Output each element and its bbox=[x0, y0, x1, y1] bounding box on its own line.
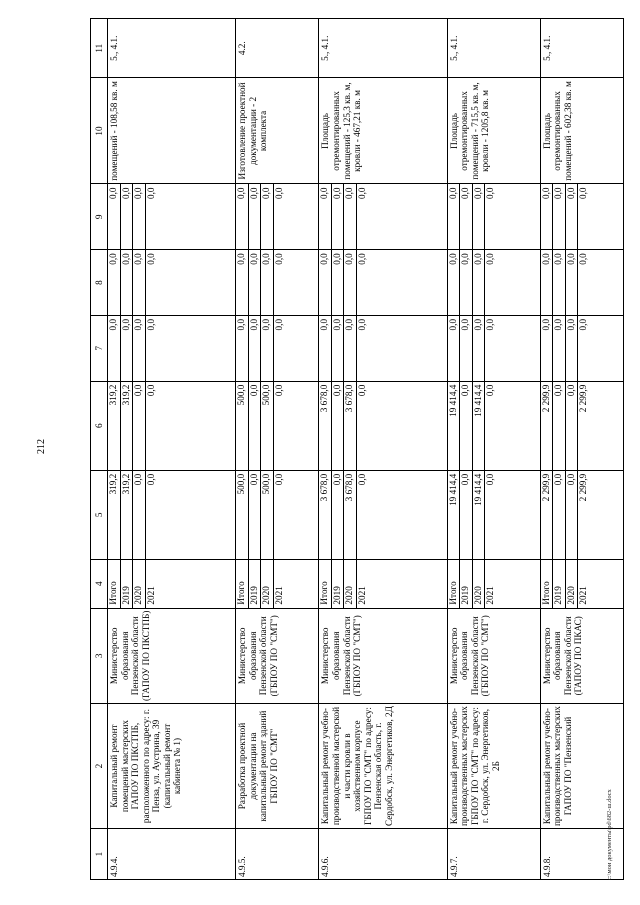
regional-budget-value: 0,0 bbox=[553, 382, 566, 470]
federal-budget-value: 0,0 bbox=[236, 316, 249, 381]
program-table bbox=[90, 18, 624, 880]
activity-name: Капитальный ремонт учебно-производственной мастерской и части кровли в хозяйственном корпусе ГБПОУ ПО "СМТ" по адресу: Пензенская область, г. Сердобск, ул. Энергетиков, 2Д bbox=[319, 704, 447, 829]
federal-budget-value: 0,0 bbox=[553, 316, 566, 381]
local-budget-value: 0,0 bbox=[319, 250, 332, 315]
extra-budget-value: 0,0 bbox=[344, 184, 357, 249]
extra-budget-value: 0,0 bbox=[332, 184, 345, 249]
row-number: 4.9.5. bbox=[236, 829, 319, 880]
column-header-11: 11 bbox=[91, 19, 108, 78]
extra-budget bbox=[108, 184, 236, 250]
extra-budget-value: 0,0 bbox=[319, 184, 332, 249]
regional-budget-value: 19 414,4 bbox=[448, 382, 461, 470]
expected-result: Площадь отремонтированных помещений - 125,3 кв. м, кровли - 467,21 кв. м bbox=[319, 78, 447, 184]
extra-budget-value: 0,0 bbox=[553, 184, 566, 249]
year-list-value: Итого bbox=[319, 560, 332, 608]
extra-budget-value: 0,0 bbox=[541, 184, 554, 249]
year-list bbox=[319, 559, 447, 608]
year-list-value: 2020 bbox=[133, 560, 146, 608]
column-header-1: 1 bbox=[91, 829, 108, 880]
row-number: 4.9.7. bbox=[447, 829, 540, 880]
table-row bbox=[236, 19, 319, 880]
total-funding bbox=[319, 470, 447, 559]
indicator-ref: 5., 4.1. bbox=[108, 19, 236, 78]
federal-budget-value: 0,0 bbox=[344, 316, 357, 381]
year-list bbox=[108, 559, 236, 608]
year-list-value: 2020 bbox=[344, 560, 357, 608]
extra-budget-value: 0,0 bbox=[145, 187, 156, 199]
extra-budget-value: 0,0 bbox=[578, 187, 589, 199]
regional-budget-value: 0,0 bbox=[249, 382, 262, 470]
page-number: 212 bbox=[36, 439, 47, 454]
table-row bbox=[540, 19, 623, 880]
total-funding-value: 0,0 bbox=[553, 471, 566, 559]
activity-name: Капитальный ремонт учебно-производственных мастерских ГАПОУ ПО "Пензенский bbox=[540, 704, 623, 829]
total-funding bbox=[540, 470, 623, 559]
federal-budget-value: 0,0 bbox=[273, 318, 284, 331]
local-budget-value: 0,0 bbox=[249, 250, 262, 315]
regional-budget-value: 2 299,9 bbox=[541, 382, 554, 470]
local-budget-value: 0,0 bbox=[261, 250, 274, 315]
year-list-value: 2019 bbox=[332, 560, 345, 608]
responsible-org: Министерство образования Пензенской области (ГАПОУ ПО ПКСТПБ) bbox=[108, 608, 236, 703]
year-list-value: 2020 bbox=[566, 560, 579, 608]
column-header-9: 9 bbox=[91, 184, 108, 250]
extra-budget-value: 0,0 bbox=[108, 184, 121, 249]
regional-budget-value: 3 678,0 bbox=[344, 382, 357, 470]
year-list bbox=[447, 559, 540, 608]
year-list-value: Итого bbox=[108, 560, 121, 608]
extra-budget-value: 0,0 bbox=[356, 187, 367, 199]
total-funding-value: 0,0 bbox=[485, 473, 496, 486]
total-funding-value: 500,0 bbox=[236, 471, 249, 559]
year-list-value: 2019 bbox=[121, 560, 134, 608]
total-funding-value: 2 299,9 bbox=[541, 471, 554, 559]
table-row bbox=[447, 19, 540, 880]
extra-budget-value: 0,0 bbox=[473, 184, 486, 249]
extra-budget-value: 0,0 bbox=[236, 184, 249, 249]
extra-budget-value: 0,0 bbox=[133, 184, 146, 249]
activity-name: Капитальный ремонт помещений мастерских ГАПОУ ПО ПКСТПБ, расположенного по адресу: г. Пенза, ул. Аустрина, 39 (капитальный ремонт кабинета № 1) bbox=[108, 704, 236, 829]
responsible-org: Министерство образования Пензенской области (ГБПОУ ПО "СМТ") bbox=[319, 608, 447, 703]
year-list-value: 2020 bbox=[261, 560, 274, 608]
total-funding-value: 3 678,0 bbox=[344, 471, 357, 559]
year-list-value: 2021 bbox=[273, 586, 284, 605]
total-funding-value: 0,0 bbox=[356, 473, 367, 486]
regional-budget-value: 0,0 bbox=[133, 382, 146, 470]
program-table-container bbox=[90, 18, 624, 880]
regional-budget bbox=[540, 381, 623, 470]
year-list-value: 2019 bbox=[460, 560, 473, 608]
federal-budget bbox=[108, 315, 236, 381]
local-budget-value: 0,0 bbox=[332, 250, 345, 315]
year-list-value: Итого bbox=[236, 560, 249, 608]
total-funding bbox=[108, 470, 236, 559]
total-funding-value: 0,0 bbox=[460, 471, 473, 559]
extra-budget-value: 0,0 bbox=[448, 184, 461, 249]
column-header-10: 10 bbox=[91, 78, 108, 184]
local-budget-value: 0,0 bbox=[108, 250, 121, 315]
regional-budget bbox=[319, 381, 447, 470]
federal-budget bbox=[447, 315, 540, 381]
total-funding-value: 319,2 bbox=[121, 471, 134, 559]
extra-budget-value: 0,0 bbox=[249, 184, 262, 249]
extra-budget-value: 0,0 bbox=[261, 184, 274, 249]
federal-budget bbox=[540, 315, 623, 381]
federal-budget bbox=[236, 315, 319, 381]
total-funding-value: 0,0 bbox=[273, 473, 284, 486]
indicator-ref: 5., 4.1. bbox=[447, 19, 540, 78]
extra-budget-value: 0,0 bbox=[460, 184, 473, 249]
federal-budget-value: 0,0 bbox=[356, 318, 367, 331]
federal-budget-value: 0,0 bbox=[121, 316, 134, 381]
expected-result: помещений - 108,58 кв. м bbox=[108, 78, 236, 184]
local-budget bbox=[108, 250, 236, 316]
federal-budget-value: 0,0 bbox=[460, 316, 473, 381]
regional-budget bbox=[447, 381, 540, 470]
local-budget-value: 0,0 bbox=[473, 250, 486, 315]
total-funding-value: 319,2 bbox=[108, 471, 121, 559]
total-funding-value: 3 678,0 bbox=[319, 471, 332, 559]
year-list bbox=[236, 559, 319, 608]
local-budget-value: 0,0 bbox=[541, 250, 554, 315]
row-number: 4.9.8. bbox=[540, 829, 623, 880]
regional-budget-value: 2 299,9 bbox=[578, 384, 589, 413]
indicator-ref: 5., 4.1. bbox=[319, 19, 447, 78]
federal-budget-value: 0,0 bbox=[448, 316, 461, 381]
local-budget bbox=[319, 250, 447, 316]
total-funding-value: 0,0 bbox=[133, 471, 146, 559]
local-budget bbox=[447, 250, 540, 316]
regional-budget-value: 0,0 bbox=[356, 384, 367, 397]
regional-budget-value: 0,0 bbox=[566, 382, 579, 470]
local-budget bbox=[540, 250, 623, 316]
indicator-ref: 5., 4.1. bbox=[540, 19, 623, 78]
activity-name: Капитальный ремонт учебно-производственных мастерских ГБПОУ ПО "СМТ" по адресу: г. Сердобск, ул. Энергетиков, 2Б bbox=[447, 704, 540, 829]
year-list-value: 2021 bbox=[485, 586, 496, 605]
local-budget-value: 0,0 bbox=[566, 250, 579, 315]
federal-budget-value: 0,0 bbox=[541, 316, 554, 381]
total-funding-value: 500,0 bbox=[261, 471, 274, 559]
year-list-value: 2020 bbox=[473, 560, 486, 608]
federal-budget-value: 0,0 bbox=[133, 316, 146, 381]
extra-budget-value: 0,0 bbox=[485, 187, 496, 199]
year-list-value: 2021 bbox=[145, 586, 156, 605]
federal-budget-value: 0,0 bbox=[485, 318, 496, 331]
regional-budget-value: 319,2 bbox=[108, 382, 121, 470]
regional-budget-value: 0,0 bbox=[485, 384, 496, 397]
local-budget-value: 0,0 bbox=[133, 250, 146, 315]
extra-budget bbox=[319, 184, 447, 250]
header-row bbox=[91, 19, 108, 880]
table-row bbox=[319, 19, 447, 880]
extra-budget bbox=[447, 184, 540, 250]
column-header-4: 4 bbox=[91, 559, 108, 608]
extra-budget-value: 0,0 bbox=[566, 184, 579, 249]
total-funding bbox=[236, 470, 319, 559]
extra-budget-value: 0,0 bbox=[273, 187, 284, 199]
total-funding-value: 2 299,9 bbox=[578, 473, 589, 502]
responsible-org: Министерство образования Пензенской области (ГБПОУ ПО "СМТ") bbox=[236, 608, 319, 703]
local-budget-value: 0,0 bbox=[273, 253, 284, 265]
indicator-ref: 4.2. bbox=[236, 19, 319, 78]
extra-budget bbox=[540, 184, 623, 250]
regional-budget-value: 0,0 bbox=[460, 382, 473, 470]
column-header-6: 6 bbox=[91, 381, 108, 470]
expected-result: Изготовление проектной документации - 2 комплекта bbox=[236, 78, 319, 184]
local-budget-value: 0,0 bbox=[344, 250, 357, 315]
federal-budget-value: 0,0 bbox=[332, 316, 345, 381]
column-header-7: 7 bbox=[91, 315, 108, 381]
regional-budget-value: 500,0 bbox=[236, 382, 249, 470]
extra-budget bbox=[236, 184, 319, 250]
federal-budget-value: 0,0 bbox=[319, 316, 332, 381]
local-budget-value: 0,0 bbox=[236, 250, 249, 315]
federal-budget-value: 0,0 bbox=[249, 316, 262, 381]
local-budget-value: 0,0 bbox=[460, 250, 473, 315]
local-budget-value: 0,0 bbox=[578, 253, 589, 265]
local-budget-value: 0,0 bbox=[356, 253, 367, 265]
total-funding-value: 0,0 bbox=[566, 471, 579, 559]
federal-budget-value: 0,0 bbox=[578, 318, 589, 331]
local-budget-value: 0,0 bbox=[485, 253, 496, 265]
year-list-value: 2019 bbox=[249, 560, 262, 608]
expected-result: Площадь отремонтированных помещений - 715,5 кв. м, кровли - 1205,8 кв. м bbox=[447, 78, 540, 184]
column-header-8: 8 bbox=[91, 250, 108, 316]
federal-budget-value: 0,0 bbox=[108, 316, 121, 381]
total-funding bbox=[447, 470, 540, 559]
regional-budget bbox=[108, 381, 236, 470]
year-list-value: Итого bbox=[541, 560, 554, 608]
regional-budget-value: 0,0 bbox=[145, 384, 156, 397]
federal-budget-value: 0,0 bbox=[473, 316, 486, 381]
local-budget-value: 0,0 bbox=[448, 250, 461, 315]
table-row bbox=[108, 19, 236, 880]
federal-budget-value: 0,0 bbox=[261, 316, 274, 381]
regional-budget-value: 319,2 bbox=[121, 382, 134, 470]
total-funding-value: 19 414,4 bbox=[473, 471, 486, 559]
year-list-value: 2021 bbox=[356, 586, 367, 605]
total-funding-value: 0,0 bbox=[332, 471, 345, 559]
footer-path: c:\мои документы\pd\682-ш.docx bbox=[606, 789, 613, 880]
year-list bbox=[540, 559, 623, 608]
local-budget-value: 0,0 bbox=[553, 250, 566, 315]
column-header-5: 5 bbox=[91, 470, 108, 559]
column-header-3: 3 bbox=[91, 608, 108, 703]
regional-budget-value: 0,0 bbox=[273, 384, 284, 397]
column-header-2: 2 bbox=[91, 704, 108, 829]
regional-budget bbox=[236, 381, 319, 470]
row-number: 4.9.6. bbox=[319, 829, 447, 880]
local-budget-value: 0,0 bbox=[145, 253, 156, 265]
federal-budget-value: 0,0 bbox=[145, 318, 156, 331]
activity-name: Разработка проектной документации на капитальный ремонт зданий ГБПОУ ПО "СМТ" bbox=[236, 704, 319, 829]
regional-budget-value: 500,0 bbox=[261, 382, 274, 470]
federal-budget-value: 0,0 bbox=[566, 316, 579, 381]
year-list-value: Итого bbox=[448, 560, 461, 608]
regional-budget-value: 3 678,0 bbox=[319, 382, 332, 470]
regional-budget-value: 19 414,4 bbox=[473, 382, 486, 470]
year-list-value: 2021 bbox=[578, 586, 589, 605]
total-funding-value: 0,0 bbox=[249, 471, 262, 559]
extra-budget-value: 0,0 bbox=[121, 184, 134, 249]
local-budget-value: 0,0 bbox=[121, 250, 134, 315]
year-list-value: 2019 bbox=[553, 560, 566, 608]
expected-result: Площадь отремонтированных помещений - 602,38 кв. м bbox=[540, 78, 623, 184]
responsible-org: Министерство образования Пензенской области (ГБПОУ ПО "СМТ") bbox=[447, 608, 540, 703]
row-number: 4.9.4. bbox=[108, 829, 236, 880]
total-funding-value: 19 414,4 bbox=[448, 471, 461, 559]
total-funding-value: 0,0 bbox=[145, 473, 156, 486]
responsible-org: Министерство образования Пензенской области (ГАПОУ ПО ПКАС) bbox=[540, 608, 623, 703]
federal-budget bbox=[319, 315, 447, 381]
regional-budget-value: 0,0 bbox=[332, 382, 345, 470]
local-budget bbox=[236, 250, 319, 316]
